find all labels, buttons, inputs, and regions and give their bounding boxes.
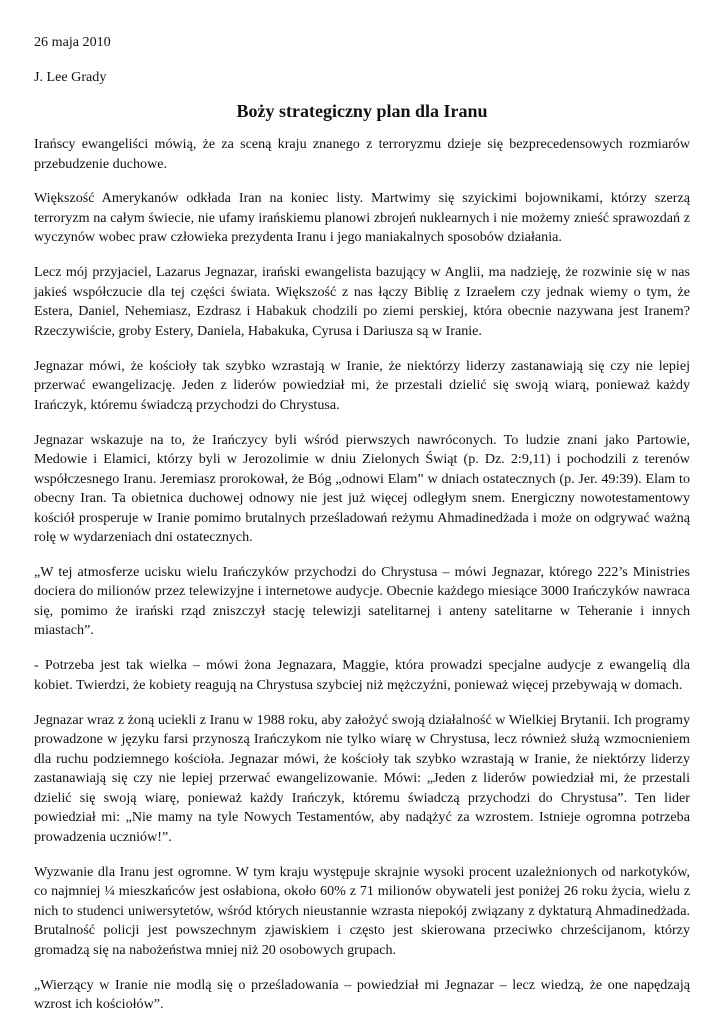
paragraph: Lecz mój przyjaciel, Lazarus Jegnazar, irański ewangelista bazujący w Anglii, ma nadzieję, że rozwinie się w nas jakieś współczucie dla tej części świata. Większość z nas łączy Biblię z Izraelem czy jednak wiemy o tym, że Estera, Daniel, Nehemiasz, Ezdrasz i Habakuk chodzili po ziemi perskiej, która obecnie nazywana jest Iranem? Rzeczywiście, groby Estery, Daniela, Habakuka, Cyrusa i Dariusza są w Iranie. — [34, 264, 690, 339]
article-date: 26 maja 2010 — [34, 34, 111, 50]
paragraph: - Potrzeba jest tak wielka – mówi żona Jegnazara, Maggie, która prowadzi specjalne audycje z ewangelią dla kobiet. Twierdzi, że kobiety reagują na Chrystusa szybciej niż mężczyźni, ponieważ więcej przebywają w domach. — [34, 657, 690, 693]
paragraph: Większość Amerykanów odkłada Iran na koniec listy. Martwimy się szyickimi bojownikami, którzy szerzą terroryzm na całym świecie, nie ufamy irańskiemu planowi zbrojeń nuklearnych i nie możemy znieść sprawozdań z wyczynów wobec praw człowieka prezydenta Iranu i jego maniakalnych sposobów działania. — [34, 190, 690, 246]
article-author: J. Lee Grady — [34, 68, 107, 85]
paragraph: Jegnazar wskazuje na to, że Irańczycy byli wśród pierwszych nawróconych. To ludzie znani jako Partowie, Medowie i Elamici, którzy byli w Jerozolimie w dniu Zielonych Świąt (p. Dz. 2:9,11) i pochodzili z terenów współczesnego Iranu. Jeremiasz prorokował, że Bóg „odnowi Elam” w dniach ostatecznych (p. Jer. 49:39). Elam to obecny Iran. Ta obietnica duchowej odnowy nie jest już więcej odległym snem. Energiczny nowotestamentowy kościół prosperuje w Iranie pomimo brutalnych prześladowań reżymu Ahmadinedżada i może on odgrywać ważną rolę w wydarzeniach dni ostatecznych. — [34, 431, 690, 546]
paragraph: Jegnazar wraz z żoną uciekli z Iranu w 1988 roku, aby założyć swoją działalność w Wielkiej Brytanii. Ich programy prowadzone w języku farsi przynoszą Irańczykom nie tylko wiarę w Chrystusa, lecz również służą wzmocnieniem dla ruchu podziemnego kościoła. Jegnazar mówi, że kościoły tak szybko wzrastają w Iranie, że niektórzy liderzy zastanawiają się czy nie lepiej przerwać ewangelizowanie. Mówi: „Jeden z liderów powiedział mi, że przestali dzielić się swoją wiarę, ponieważ każdy Irańczyk, któremu świadczą przychodzi do Chrystusa”. Ten lider powiedział mi: „Nie mamy na tyle Nowych Testamentów, aby nadążyć za wzrostem. Istnieje ogromna potrzeba prowadzenia uczniów!”. — [34, 711, 690, 845]
paragraph: „Wierzący w Iranie nie modlą się o prześladowania – powiedział mi Jegnazar – lecz wiedzą, że one napędzają wzrost ich kościołów”. — [34, 976, 690, 1013]
paragraph: Irańscy ewangeliści mówią, że za sceną kraju znanego z terroryzmu dzieje się bezprecedensowych rozmiarów przebudzenie duchowe. — [34, 136, 690, 172]
article-body — [34, 135, 690, 1015]
paragraph: „W tej atmosferze ucisku wielu Irańczyków przychodzi do Chrystusa – mówi Jegnazar, którego 222’s Ministries dociera do milionów przez telewizyjne i internetowe audycje. Obecnie każdego miesiące 3000 Irańczyków nawraca się, pomimo że irański rząd zniszczył stację telewizji satelitarnej i anteny satelitarne w Teheranie i innych miastach”. — [34, 563, 690, 639]
paragraph: Jegnazar mówi, że kościoły tak szybko wzrastają w Iranie, że niektórzy liderzy zastanawiają się czy nie lepiej przerwać ewangelizację. Jeden z liderów powiedział mi, że przestali dzielić się swoją wiarą, ponieważ każdy Irańczyk, któremu świadczą przychodzi do Chrystusa. — [34, 357, 690, 413]
article-title: Boży strategiczny plan dla Iranu — [236, 101, 488, 121]
paragraph: Wyzwanie dla Iranu jest ogromne. W tym kraju występuje skrajnie wysoki procent uzależnionych od narkotyków, co najmniej ¼ mieszkańców jest osłabiona, około 60% z 71 milionów obywateli jest poniżej 26 roku życia, wielu z nich to studenci uniwersytetów, wśród których nieustannie wzrasta niepokój związany z dyktaturą Ahmadinedżada. Brutalność policji jest powszechnym zjawiskiem i często jest skierowana przeciwko chrześcijanom, którzy gromadzą się na nabożeństwa mniej niż 20 osobowych grupach. — [34, 863, 690, 958]
